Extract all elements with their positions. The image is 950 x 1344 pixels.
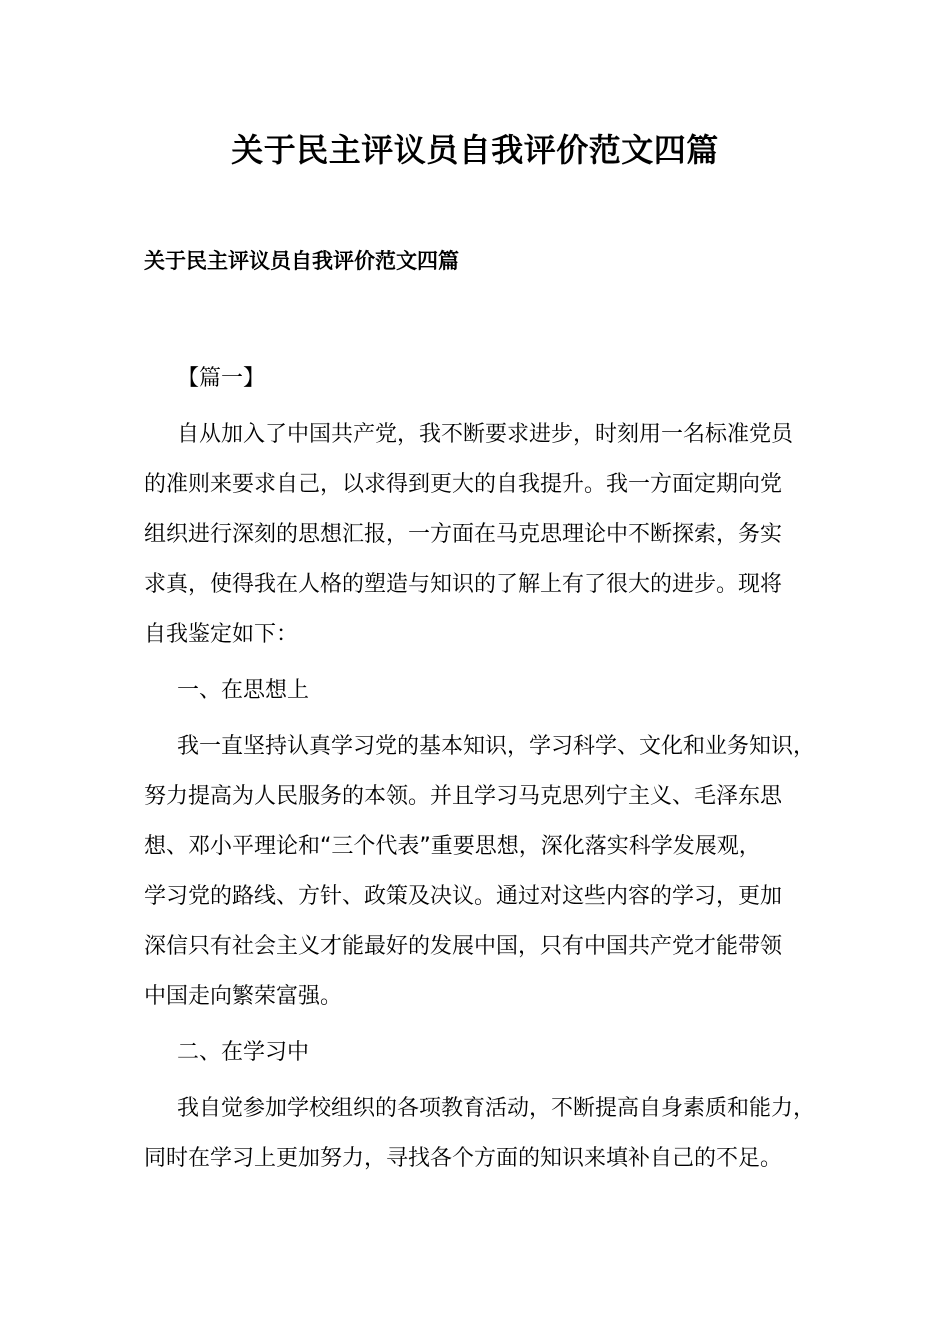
heading-thought: 一、在思想上 (177, 678, 310, 703)
paragraph-3 (144, 1084, 824, 1184)
heading-study: 二、在学习中 (177, 1040, 310, 1065)
text-line: 学习党的路线、方针、政策及决议。通过对这些内容的学习，更加 (144, 884, 783, 909)
document-title: 关于民主评议员自我评价范文四篇 (231, 131, 719, 169)
text-line: 我一直坚持认真学习党的基本知识，学习科学、文化和业务知识， (177, 734, 816, 759)
text-line: 的准则来要求自己，以求得到更大的自我提升。我一方面定期向党 (144, 472, 783, 497)
paragraph-1 (144, 410, 824, 660)
text-line: 深信只有社会主义才能最好的发展中国，只有中国共产党才能带领 (144, 934, 783, 959)
section-label: 【篇一】 (177, 366, 266, 391)
text-line: 同时在学习上更加努力，寻找各个方面的知识来填补自己的不足。 (144, 1146, 783, 1171)
text-line: 努力提高为人民服务的本领。并且学习马克思列宁主义、毛泽东思 (144, 784, 783, 809)
text-line: 我自觉参加学校组织的各项教育活动，不断提高自身素质和能力， (177, 1096, 816, 1121)
text-line: 想、邓小平理论和“三个代表”重要思想，深化落实科学发展观， (144, 834, 761, 859)
document-body (144, 354, 824, 1184)
text-line: 组织进行深刻的思想汇报，一方面在马克思理论中不断探索，务实 (144, 522, 783, 547)
document-subtitle: 关于民主评议员自我评价范文四篇 (144, 249, 459, 273)
text-line: 求真，使得我在人格的塑造与知识的了解上有了很大的进步。现将 (144, 572, 783, 597)
text-line: 中国走向繁荣富强。 (144, 984, 343, 1009)
text-line: 自从加入了中国共产党，我不断要求进步，时刻用一名标准党员 (177, 422, 794, 447)
paragraph-2 (144, 722, 824, 1022)
text-line: 自我鉴定如下： (144, 622, 299, 647)
